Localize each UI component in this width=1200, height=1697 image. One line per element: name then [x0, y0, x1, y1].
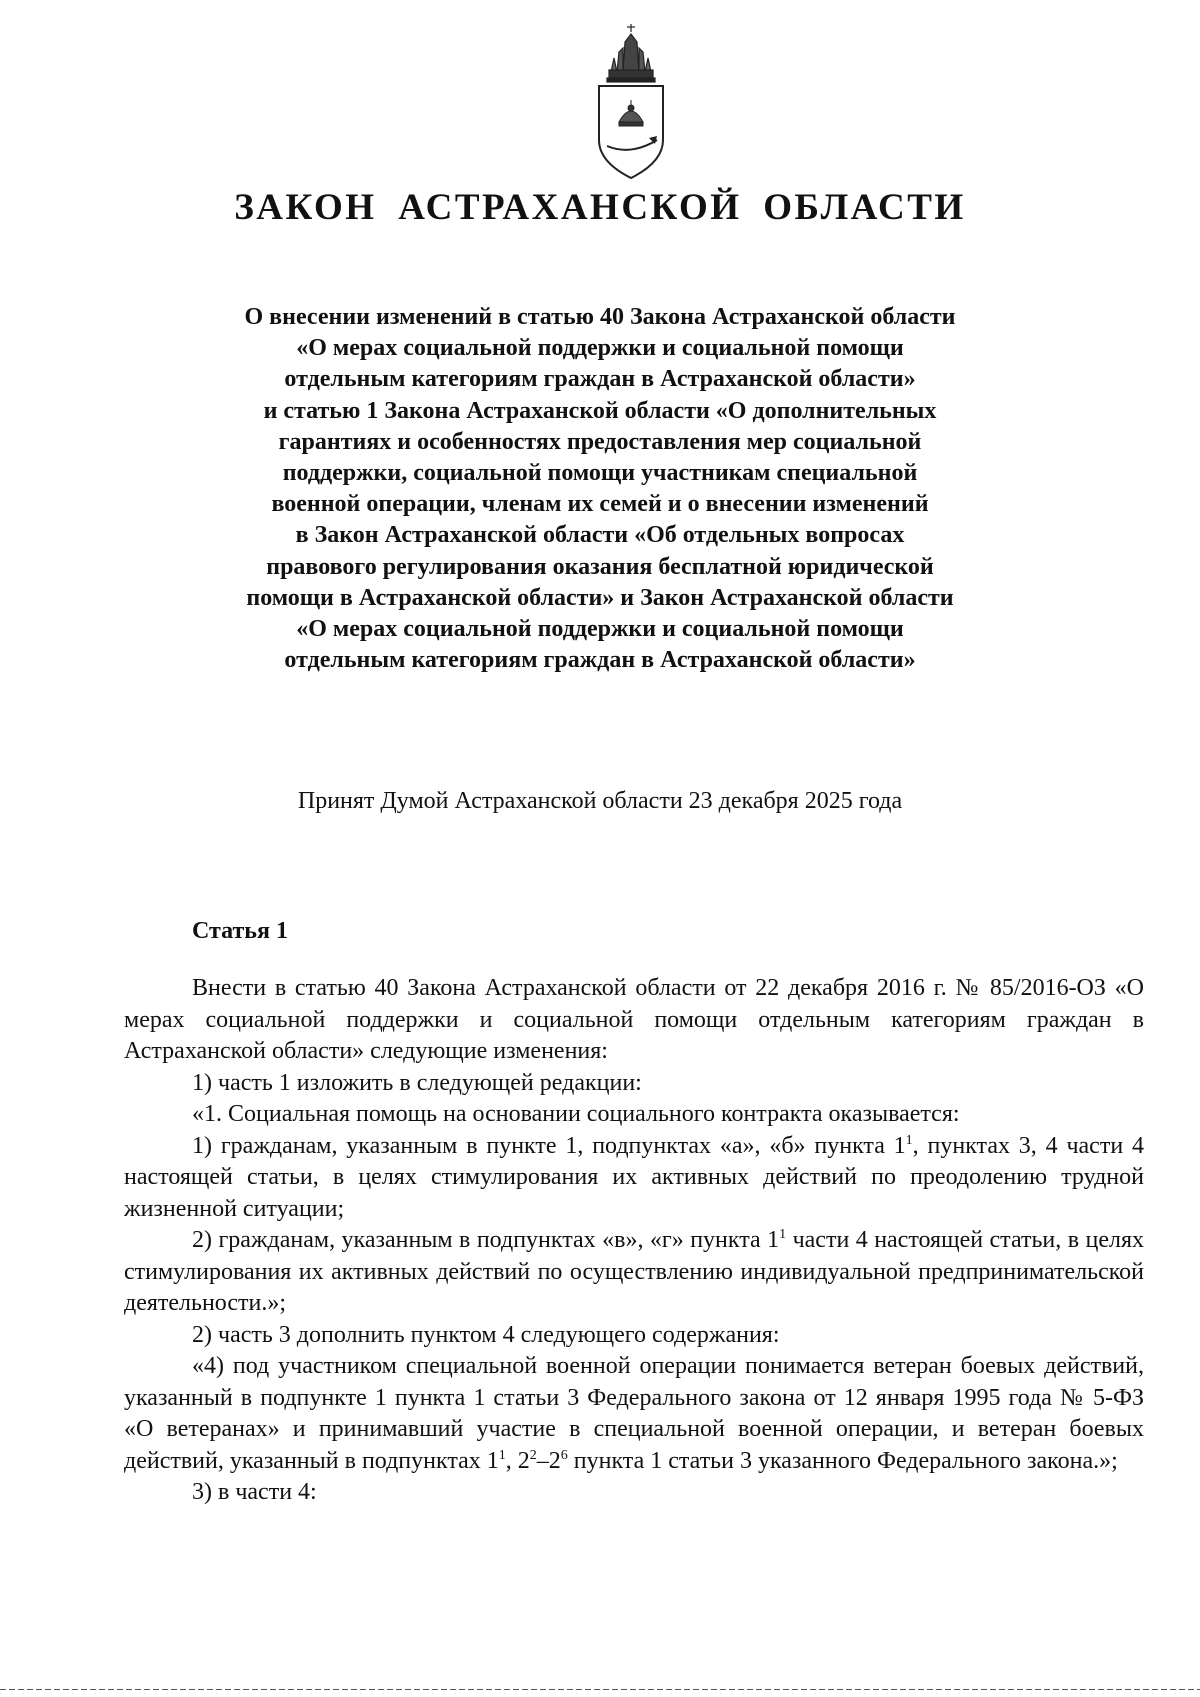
- paragraph-text: 1) гражданам, указанным в пункте 1, подпунктах «а», «б» пункта 1: [192, 1132, 906, 1159]
- superscript: 1: [779, 1227, 787, 1242]
- subtitle-line: помощи в Астраханской области» и Закон Астраханской области: [246, 584, 954, 611]
- paragraph: [124, 1131, 1144, 1226]
- paragraph-text: 2) гражданам, указанным в подпунктах «в», «г» пункта 1: [192, 1227, 780, 1253]
- paragraph: 1) часть 1 изложить в следующей редакции:: [192, 1069, 642, 1096]
- subtitle-line: О внесении изменений в статью 40 Закона Астраханской области: [244, 304, 956, 330]
- subtitle-line: в Закон Астраханской области «Об отдельных вопросах: [295, 522, 905, 549]
- article-heading: Статья 1: [192, 918, 288, 944]
- superscript: 1: [498, 1447, 506, 1463]
- paragraph: [124, 1225, 1144, 1320]
- paragraph-text: пункта 1 статьи 3 указанного Федерального закона.»;: [567, 1447, 1118, 1474]
- subtitle-line: «О мерах социальной поддержки и социальной помощи: [296, 335, 904, 362]
- paragraph: 3) в части 4:: [192, 1479, 317, 1505]
- paragraph: Внести в статью 40 Закона Астраханской области от 22 декабря 2016 г. № 85/2016-ОЗ «О мерах социальной поддержки и социальной помощи отдельным категориям граждан в Астраханской области» следующие изменения:: [124, 975, 1144, 1064]
- paragraph: [124, 1351, 1144, 1477]
- paragraph: «1. Социальная помощь на основании социального контракта оказывается:: [192, 1101, 960, 1127]
- document-title: ЗАКОН АСТРАХАНСКОЙ ОБЛАСТИ: [234, 187, 966, 228]
- coat-of-arms-icon: [591, 22, 671, 182]
- paragraph-text: –2: [536, 1447, 561, 1474]
- superscript: 2: [529, 1447, 537, 1463]
- subtitle-line: и статью 1 Закона Астраханской области «О дополнительных: [263, 397, 937, 424]
- subtitle-line: военной операции, членам их семей и о внесении изменений: [271, 491, 929, 518]
- subtitle-line: гарантиях и особенностях предоставления мер социальной: [278, 428, 922, 455]
- article-body: [124, 973, 1144, 1509]
- subtitle-line: «О мерах социальной поддержки и социальной помощи: [296, 616, 904, 643]
- paragraph-text: «4) под участником специальной военной операции понимается ветеран боевых действий, указанный в подпункте 1 пункта 1 статьи 3 Федерального закона от 12 января 1995 года № 5-ФЗ «О ветеранах» и принимавший участие в специальной военной операции, и ветеран боевых действий, указанный в подпунктах 1: [124, 1353, 1144, 1474]
- paragraph: 2) часть 3 дополнить пунктом 4 следующего содержания:: [192, 1321, 780, 1348]
- superscript: 6: [560, 1447, 568, 1463]
- subtitle-line: отдельным категориям граждан в Астраханской области»: [284, 647, 916, 674]
- paragraph-text: части 4 настоящей статьи, в целях стимулирования их активных действий по осуществлению индивидуальной предпринимательской деятельности.»;: [124, 1227, 1145, 1316]
- scan-bottom-edge: [0, 1689, 1200, 1690]
- superscript: 1: [905, 1132, 913, 1148]
- paragraph-text: , 2: [505, 1447, 530, 1474]
- subtitle-line: поддержки, социальной помощи участникам специальной: [282, 460, 918, 487]
- subtitle-line: отдельным категориям граждан в Астраханской области»: [284, 366, 916, 393]
- adoption-line: Принят Думой Астраханской области 23 декабря 2025 года: [297, 788, 903, 814]
- law-subtitle: [150, 302, 1050, 676]
- subtitle-line: правового регулирования оказания бесплатной юридической: [266, 553, 934, 580]
- paragraph-text: , пунктах 3, 4 части 4 настоящей статьи, в целях стимулирования их активных действий по преодолению трудной жизненной ситуации;: [124, 1132, 1145, 1222]
